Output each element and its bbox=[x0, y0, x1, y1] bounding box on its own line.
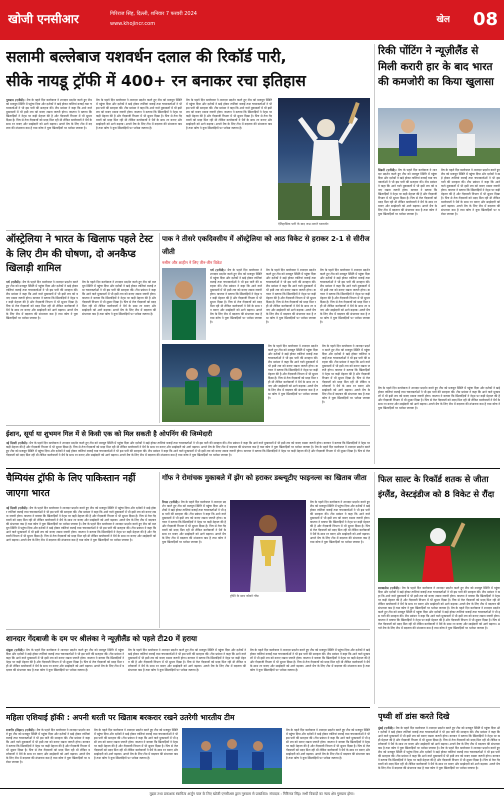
masthead-meta-1: गिरिराज सिंह, दिल्ली, शनिवार 7 फरवरी 2024 bbox=[110, 11, 197, 17]
story9-dateline: दांबुला (एजेंसी): bbox=[6, 648, 25, 652]
story4-body-col3: मैच के पहले दिन बल्लेबाज ने शानदार प्रदर्शन करते हुए टीम को मजबूत स्थिति में पहुंचा दिया और दर्शकों ने खड़े होकर तालियां बजाईं तथा चयनकर्ताओं ने भी इस पारी की सराहना की। टीम प्रबंधन ने कहा कि आने वाले मुकाबलों में भी इसी लय को बनाए रखना जरूरी होगा। कप्तान ने बताया कि खिलाड़ियों ने नेट्स पर कड़ी मेहनत की है और गेंदबाजी विभाग में भी सुधार दिखा है। पिच से तेज गेंदबाजों को मदद मिल रही थी लेकिन बल्लेबाजों ने धैर्य के साथ रन बनाए और साझेदारी को आगे बढ़ाया। अगले मैच के लिए टीम में बदलाव की संभावना कम है तथा कोच ने युवा खिलाड़ियों पर भरोसा जताया है। bbox=[320, 268, 370, 324]
divider-story6-story7 bbox=[159, 472, 160, 628]
masthead-meta-2: www.khojincr.com bbox=[110, 21, 156, 27]
story8-dateline: बारबाडोस (एजेंसी): bbox=[378, 586, 401, 590]
column-divider-right-lower bbox=[374, 472, 375, 704]
story2-photo bbox=[378, 108, 500, 164]
footer-imprint: मुद्रक तथा प्रकाशक स्वामित्व अर्जुन पाल के लिए खोजी एनसीआर द्वारा गुरुग्राम से प्रकाशित। संपादक : गिरिराज सिंह। सभी विवादों का न्याय क्षेत्र गुरुग्राम होगा। bbox=[149, 792, 355, 796]
story9-body-col1: दांबुला (एजेंसी): मैच के पहले दिन बल्लेबाज ने शानदार प्रदर्शन करते हुए टीम को मजबूत स्थिति में पहुंचा दिया और दर्शकों ने खड़े होकर तालियां बजाईं तथा चयनकर्ताओं ने भी इस पारी की सराहना की। टीम प्रबंधन ने कहा कि आने वाले मुकाबलों में भी इसी लय को बनाए रखना जरूरी होगा। कप्तान ने बताया कि खिलाड़ियों ने नेट्स पर कड़ी मेहनत की है और गेंदबाजी विभाग में भी सुधार दिखा है। पिच से तेज गेंदबाजों को मदद मिल रही थी लेकिन बल्लेबाजों ने धैर्य के साथ रन बनाए और साझेदारी को आगे बढ़ाया। अगले मैच के लिए टीम में बदलाव की संभावना कम है तथा कोच ने युवा खिलाड़ियों पर भरोसा जताया है। bbox=[6, 648, 124, 672]
story3-headline: ऑस्ट्रेलिया ने भारत के खिलाफ पहले टेस्ट के लिए टीम की घोषणा, दो अनकैप्ड खिलाड़ी शामिल bbox=[6, 234, 153, 274]
story10-body-col2: मैच के पहले दिन बल्लेबाज ने शानदार प्रदर्शन करते हुए टीम को मजबूत स्थिति में पहुंचा दिया और दर्शकों ने खड़े होकर तालियां बजाईं तथा चयनकर्ताओं ने भी इस पारी की सराहना की। टीम प्रबंधन ने कहा कि आने वाले मुकाबलों में भी इसी लय को बनाए रखना जरूरी होगा। कप्तान ने बताया कि खिलाड़ियों ने नेट्स पर कड़ी मेहनत की है और गेंदबाजी विभाग में भी सुधार दिखा है। पिच से तेज गेंदबाजों को मदद मिल रही थी लेकिन बल्लेबाजों ने धैर्य के साथ रन बनाए और साझेदारी को आगे बढ़ाया। अगले मैच के लिए टीम में बदलाव की संभावना कम है तथा कोच ने युवा खिलाड़ियों पर भरोसा जताया है। bbox=[94, 728, 178, 760]
story10-body-col1: राजगीर (बिहार) (एजेंसी): मैच के पहले दिन बल्लेबाज ने शानदार प्रदर्शन करते हुए टीम को मजबूत स्थिति में पहुंचा दिया और दर्शकों ने खड़े होकर तालियां बजाईं तथा चयनकर्ताओं ने भी इस पारी की सराहना की। टीम प्रबंधन ने कहा कि आने वाले मुकाबलों में भी इसी लय को बनाए रखना जरूरी होगा। कप्तान ने बताया कि खिलाड़ियों ने नेट्स पर कड़ी मेहनत की है और गेंदबाजी विभाग में भी सुधार दिखा है। पिच से तेज गेंदबाजों को मदद मिल रही थी लेकिन बल्लेबाजों ने धैर्य के साथ रन बनाए और साझेदारी को आगे बढ़ाया। अगले मैच के लिए टीम में बदलाव की संभावना कम है तथा कोच ने युवा खिलाड़ियों पर भरोसा जताया है। bbox=[6, 728, 90, 764]
story4-body-col2: मैच के पहले दिन बल्लेबाज ने शानदार प्रदर्शन करते हुए टीम को मजबूत स्थिति में पहुंचा दिया और दर्शकों ने खड़े होकर तालियां बजाईं तथा चयनकर्ताओं ने भी इस पारी की सराहना की। टीम प्रबंधन ने कहा कि आने वाले मुकाबलों में भी इसी लय को बनाए रखना जरूरी होगा। कप्तान ने बताया कि खिलाड़ियों ने नेट्स पर कड़ी मेहनत की है और गेंदबाजी विभाग में भी सुधार दिखा है। पिच से तेज गेंदबाजों को मदद मिल रही थी लेकिन बल्लेबाजों ने धैर्य के साथ रन बनाए और साझेदारी को आगे बढ़ाया। अगले मैच के लिए टीम में बदलाव की संभावना कम है तथा कोच ने युवा खिलाड़ियों पर भरोसा जताया है। bbox=[266, 268, 316, 324]
story11-dateline: मुंबई (एजेंसी): bbox=[378, 726, 395, 730]
story9-headline: शानदार गेंदबाजी के दम पर श्रीलंका ने न्यूज़ीलैंड को पहले टी20 में हराया bbox=[6, 634, 198, 643]
story4-body-col5: मैच के पहले दिन बल्लेबाज ने शानदार प्रदर्शन करते हुए टीम को मजबूत स्थिति में पहुंचा दिया और दर्शकों ने खड़े होकर तालियां बजाईं तथा चयनकर्ताओं ने भी इस पारी की सराहना की। टीम प्रबंधन ने कहा कि आने वाले मुकाबलों में भी इसी लय को बनाए रखना जरूरी होगा। कप्तान ने बताया कि खिलाड़ियों ने नेट्स पर कड़ी मेहनत की है और गेंदबाजी विभाग में भी सुधार दिखा है। पिच से तेज गेंदबाजों को मदद मिल रही थी लेकिन बल्लेबाजों ने धैर्य के साथ रन बनाए और साझेदारी को आगे बढ़ाया। अगले मैच के लिए टीम में बदलाव की संभावना कम है तथा कोच ने युवा खिलाड़ियों पर भरोसा जताया है। bbox=[322, 344, 370, 404]
cricketer-silhouette-icon bbox=[278, 98, 370, 220]
story11-body: मुंबई (एजेंसी): मैच के पहले दिन बल्लेबाज ने शानदार प्रदर्शन करते हुए टीम को मजबूत स्थिति में पहुंचा दिया और दर्शकों ने खड़े होकर तालियां बजाईं तथा चयनकर्ताओं ने भी इस पारी की सराहना की। टीम प्रबंधन ने कहा कि आने वाले मुकाबलों में भी इसी लय को बनाए रखना जरूरी होगा। कप्तान ने बताया कि खिलाड़ियों ने नेट्स पर कड़ी मेहनत की है और गेंदबाजी विभाग में भी सुधार दिखा है। पिच से तेज गेंदबाजों को मदद मिल रही थी लेकिन बल्लेबाजों ने धैर्य के साथ रन बनाए और साझेदारी को आगे बढ़ाया। अगले मैच के लिए टीम में बदलाव की संभावना कम है तथा कोच ने युवा खिलाड़ियों पर भरोसा जताया है। मैच के पहले दिन बल्लेबाज ने शानदार प्रदर्शन करते हुए टीम को मजबूत स्थिति में पहुंचा दिया और दर्शकों ने खड़े होकर तालियां बजाईं तथा चयनकर्ताओं ने भी इस पारी की सराहना की। टीम प्रबंधन ने कहा कि आने वाले मुकाबलों में भी इसी लय को बनाए रखना जरूरी होगा। कप्तान ने बताया कि खिलाड़ियों ने नेट्स पर कड़ी मेहनत की है और गेंदबाजी विभाग में भी सुधार दिखा है। पिच से तेज गेंदबाजों को मदद मिल रही थी लेकिन बल्लेबाजों ने धैर्य के साथ रन बनाए और साझेदारी को आगे बढ़ाया। अगले मैच के लिए टीम में बदलाव की संभावना कम है तथा कोच ने युवा खिलाड़ियों पर भरोसा जताया है। bbox=[378, 726, 500, 770]
divider-before-story5 bbox=[6, 425, 370, 426]
story1-body-col3: मैच के पहले दिन बल्लेबाज ने शानदार प्रदर्शन करते हुए टीम को मजबूत स्थिति में पहुंचा दिया और दर्शकों ने खड़े होकर तालियां बजाईं तथा चयनकर्ताओं ने भी इस पारी की सराहना की। टीम प्रबंधन ने कहा कि आने वाले मुकाबलों में भी इसी लय को बनाए रखना जरूरी होगा। कप्तान ने बताया कि खिलाड़ियों ने नेट्स पर कड़ी मेहनत की है और गेंदबाजी विभाग में भी सुधार दिखा है। पिच से तेज गेंदबाजों को मदद मिल रही थी लेकिन बल्लेबाजों ने धैर्य के साथ रन बनाए और साझेदारी को आगे बढ़ाया। अगले मैच के लिए टीम में बदलाव की संभावना कम है तथा कोच ने युवा खिलाड़ियों पर भरोसा जताया है। bbox=[186, 98, 272, 130]
story6-dateline: नई दिल्ली (एजेंसी): bbox=[6, 506, 29, 510]
story2-body-col3: मैच के पहले दिन बल्लेबाज ने शानदार प्रदर्शन करते हुए टीम को मजबूत स्थिति में पहुंचा दिया और दर्शकों ने खड़े होकर तालियां बजाईं तथा चयनकर्ताओं ने भी इस पारी की सराहना की। टीम प्रबंधन ने कहा कि आने वाले मुकाबलों में भी इसी लय को बनाए रखना जरूरी होगा। कप्तान ने बताया कि खिलाड़ियों ने नेट्स पर कड़ी मेहनत की है और गेंदबाजी विभाग में भी सुधार दिखा है। पिच से तेज गेंदबाजों को मदद मिल रही थी लेकिन बल्लेबाजों ने धैर्य के साथ रन बनाए और साझेदारी को आगे बढ़ाया। अगले मैच के लिए टीम में बदलाव की संभावना कम है तथा कोच ने युवा खिलाड़ियों पर भरोसा जताया है। bbox=[378, 386, 500, 410]
brand-logo: खोजी एनसीआर bbox=[8, 12, 79, 26]
story3-body-col1: पर्थ (एजेंसी): मैच के पहले दिन बल्लेबाज ने शानदार प्रदर्शन करते हुए टीम को मजबूत स्थिति में पहुंचा दिया और दर्शकों ने खड़े होकर तालियां बजाईं तथा चयनकर्ताओं ने भी इस पारी की सराहना की। टीम प्रबंधन ने कहा कि आने वाले मुकाबलों में भी इसी लय को बनाए रखना जरूरी होगा। कप्तान ने बताया कि खिलाड़ियों ने नेट्स पर कड़ी मेहनत की है और गेंदबाजी विभाग में भी सुधार दिखा है। पिच से तेज गेंदबाजों को मदद मिल रही थी लेकिन बल्लेबाजों ने धैर्य के साथ रन बनाए और साझेदारी को आगे बढ़ाया। अगले मैच के लिए टीम में बदलाव की संभावना कम है तथा कोच ने युवा खिलाड़ियों पर भरोसा जताया है। bbox=[6, 280, 78, 320]
story6-headline: चैम्पियंस ट्रॉफी के लिए पाकिस्तान नहीं जाएगा भारत bbox=[6, 473, 136, 499]
divider-before-story9 bbox=[6, 629, 370, 630]
story2-dateline: सिडनी (एजेंसी): bbox=[378, 168, 397, 172]
story7-photo bbox=[230, 500, 306, 592]
story9-body-col2: मैच के पहले दिन बल्लेबाज ने शानदार प्रदर्शन करते हुए टीम को मजबूत स्थिति में पहुंचा दिया और दर्शकों ने खड़े होकर तालियां बजाईं तथा चयनकर्ताओं ने भी इस पारी की सराहना की। टीम प्रबंधन ने कहा कि आने वाले मुकाबलों में भी इसी लय को बनाए रखना जरूरी होगा। कप्तान ने बताया कि खिलाड़ियों ने नेट्स पर कड़ी मेहनत की है और गेंदबाजी विभाग में भी सुधार दिखा है। पिच से तेज गेंदबाजों को मदद मिल रही थी लेकिन बल्लेबाजों ने धैर्य के साथ रन बनाए और साझेदारी को आगे बढ़ाया। अगले मैच के लिए टीम में बदलाव की संभावना कम है तथा कोच ने युवा खिलाड़ियों पर भरोसा जताया है। bbox=[128, 648, 246, 672]
section-label: खेल bbox=[436, 15, 450, 25]
story4-dateline: पर्थ (एजेंसी): bbox=[210, 268, 226, 272]
players-photo-icon bbox=[378, 108, 500, 164]
story10-body-col3: मैच के पहले दिन बल्लेबाज ने शानदार प्रदर्शन करते हुए टीम को मजबूत स्थिति में पहुंचा दिया और दर्शकों ने खड़े होकर तालियां बजाईं तथा चयनकर्ताओं ने भी इस पारी की सराहना की। टीम प्रबंधन ने कहा कि आने वाले मुकाबलों में भी इसी लय को बनाए रखना जरूरी होगा। कप्तान ने बताया कि खिलाड़ियों ने नेट्स पर कड़ी मेहनत की है और गेंदबाजी विभाग में भी सुधार दिखा है। पिच से तेज गेंदबाजों को मदद मिल रही थी लेकिन बल्लेबाजों ने धैर्य के साथ रन बनाए और साझेदारी को आगे बढ़ाया। अगले मैच के लिए टीम में बदलाव की संभावना कम है तथा कोच ने युवा खिलाड़ियों पर भरोसा जताया है। bbox=[286, 728, 370, 760]
page-number: 08 bbox=[472, 9, 498, 30]
story1-body-col2: मैच के पहले दिन बल्लेबाज ने शानदार प्रदर्शन करते हुए टीम को मजबूत स्थिति में पहुंचा दिया और दर्शकों ने खड़े होकर तालियां बजाईं तथा चयनकर्ताओं ने भी इस पारी की सराहना की। टीम प्रबंधन ने कहा कि आने वाले मुकाबलों में भी इसी लय को बनाए रखना जरूरी होगा। कप्तान ने बताया कि खिलाड़ियों ने नेट्स पर कड़ी मेहनत की है और गेंदबाजी विभाग में भी सुधार दिखा है। पिच से तेज गेंदबाजों को मदद मिल रही थी लेकिन बल्लेबाजों ने धैर्य के साथ रन बनाए और साझेदारी को आगे बढ़ाया। अगले मैच के लिए टीम में बदलाव की संभावना कम है तथा कोच ने युवा खिलाड़ियों पर भरोसा जताया है। bbox=[96, 98, 182, 130]
player-portrait-icon bbox=[162, 268, 206, 340]
story1-headline-line1: सलामी बल्लेबाज यशवर्धन दलाल की रिकॉर्ड पारी, bbox=[6, 48, 287, 66]
story8-headline: फिल साल्ट के रिकॉर्ड शतक से जीता इंग्लैंड, वेस्टइंडीज को 8 विकेट से रौंदा bbox=[378, 474, 495, 499]
story7-body-col2: मैच के पहले दिन बल्लेबाज ने शानदार प्रदर्शन करते हुए टीम को मजबूत स्थिति में पहुंचा दिया और दर्शकों ने खड़े होकर तालियां बजाईं तथा चयनकर्ताओं ने भी इस पारी की सराहना की। टीम प्रबंधन ने कहा कि आने वाले मुकाबलों में भी इसी लय को बनाए रखना जरूरी होगा। कप्तान ने बताया कि खिलाड़ियों ने नेट्स पर कड़ी मेहनत की है और गेंदबाजी विभाग में भी सुधार दिखा है। पिच से तेज गेंदबाजों को मदद मिल रही थी लेकिन बल्लेबाजों ने धैर्य के साथ रन बनाए और साझेदारी को आगे बढ़ाया। अगले मैच के लिए टीम में बदलाव की संभावना कम है तथा कोच ने युवा खिलाड़ियों पर भरोसा जताया है। bbox=[310, 500, 370, 544]
story5-headline: ईशान, सूर्या या शुभमन गिल में से किसी एक को मिल सकती है ओपनिंग की जिम्मेदारी bbox=[6, 430, 213, 438]
story10-headline: महिला एशियाई हॉकी : अपनी धरती पर खिताब बरकरार रखने उतरेगी भारतीय टीम bbox=[6, 713, 235, 722]
story5-body: नई दिल्ली (एजेंसी): मैच के पहले दिन बल्लेबाज ने शानदार प्रदर्शन करते हुए टीम को मजबूत स्थिति में पहुंचा दिया और दर्शकों ने खड़े होकर तालियां बजाईं तथा चयनकर्ताओं ने भी इस पारी की सराहना की। टीम प्रबंधन ने कहा कि आने वाले मुकाबलों में भी इसी लय को बनाए रखना जरूरी होगा। कप्तान ने बताया कि खिलाड़ियों ने नेट्स पर कड़ी मेहनत की है और गेंदबाजी विभाग में भी सुधार दिखा है। पिच से तेज गेंदबाजों को मदद मिल रही थी लेकिन बल्लेबाजों ने धैर्य के साथ रन बनाए और साझेदारी को आगे बढ़ाया। अगले मैच के लिए टीम में बदलाव की संभावना कम है तथा कोच ने युवा खिलाड़ियों पर भरोसा जताया है। मैच के पहले दिन बल्लेबाज ने शानदार प्रदर्शन करते हुए टीम को मजबूत स्थिति में पहुंचा दिया और दर्शकों ने खड़े होकर तालियां बजाईं तथा चयनकर्ताओं ने भी इस पारी की सराहना की। टीम प्रबंधन ने कहा कि आने वाले मुकाबलों में भी इसी लय को बनाए रखना जरूरी होगा। कप्तान ने बताया कि खिलाड़ियों ने नेट्स पर कड़ी मेहनत की है और गेंदबाजी विभाग में भी सुधार दिखा है। पिच से तेज गेंदबाजों को मदद मिल रही थी लेकिन बल्लेबाजों ने धैर्य के साथ रन बनाए और साझेदारी को आगे बढ़ाया। अगले मैच के लिए टीम में बदलाव की संभावना कम है तथा कोच ने युवा खिलाड़ियों पर भरोसा जताया है। bbox=[6, 441, 370, 457]
story2-body-col1: सिडनी (एजेंसी): मैच के पहले दिन बल्लेबाज ने शानदार प्रदर्शन करते हुए टीम को मजबूत स्थिति में पहुंचा दिया और दर्शकों ने खड़े होकर तालियां बजाईं तथा चयनकर्ताओं ने भी इस पारी की सराहना की। टीम प्रबंधन ने कहा कि आने वाले मुकाबलों में भी इसी लय को बनाए रखना जरूरी होगा। कप्तान ने बताया कि खिलाड़ियों ने नेट्स पर कड़ी मेहनत की है और गेंदबाजी विभाग में भी सुधार दिखा है। पिच से तेज गेंदबाजों को मदद मिल रही थी लेकिन बल्लेबाजों ने धैर्य के साथ रन बनाए और साझेदारी को आगे बढ़ाया। अगले मैच के लिए टीम में बदलाव की संभावना कम है तथा कोच ने युवा खिलाड़ियों पर भरोसा जताया है। bbox=[378, 168, 437, 216]
column-divider-right bbox=[374, 44, 375, 464]
story7-headline: गॉफ ने रोमांचक मुकाबले में झेंग को हराकर डब्ल्यूटीए फाइनल्स का खिताब जीता bbox=[162, 474, 367, 482]
story4-body-col4: मैच के पहले दिन बल्लेबाज ने शानदार प्रदर्शन करते हुए टीम को मजबूत स्थिति में पहुंचा दिया और दर्शकों ने खड़े होकर तालियां बजाईं तथा चयनकर्ताओं ने भी इस पारी की सराहना की। टीम प्रबंधन ने कहा कि आने वाले मुकाबलों में भी इसी लय को बनाए रखना जरूरी होगा। कप्तान ने बताया कि खिलाड़ियों ने नेट्स पर कड़ी मेहनत की है और गेंदबाजी विभाग में भी सुधार दिखा है। पिच से तेज गेंदबाजों को मदद मिल रही थी लेकिन बल्लेबाजों ने धैर्य के साथ रन बनाए और साझेदारी को आगे बढ़ाया। अगले मैच के लिए टीम में बदलाव की संभावना कम है तथा कोच ने युवा खिलाड़ियों पर भरोसा जताया है। bbox=[268, 344, 318, 400]
story9-body-col3: मैच के पहले दिन बल्लेबाज ने शानदार प्रदर्शन करते हुए टीम को मजबूत स्थिति में पहुंचा दिया और दर्शकों ने खड़े होकर तालियां बजाईं तथा चयनकर्ताओं ने भी इस पारी की सराहना की। टीम प्रबंधन ने कहा कि आने वाले मुकाबलों में भी इसी लय को बनाए रखना जरूरी होगा। कप्तान ने बताया कि खिलाड़ियों ने नेट्स पर कड़ी मेहनत की है और गेंदबाजी विभाग में भी सुधार दिखा है। पिच से तेज गेंदबाजों को मदद मिल रही थी लेकिन बल्लेबाजों ने धैर्य के साथ रन बनाए और साझेदारी को आगे बढ़ाया। अगले मैच के लिए टीम में बदलाव की संभावना कम है तथा कोच ने युवा खिलाड़ियों पर भरोसा जताया है। bbox=[250, 648, 370, 672]
divider-before-story10 bbox=[6, 707, 370, 708]
story6-body-col1: नई दिल्ली (एजेंसी): मैच के पहले दिन बल्लेबाज ने शानदार प्रदर्शन करते हुए टीम को मजबूत स्थिति में पहुंचा दिया और दर्शकों ने खड़े होकर तालियां बजाईं तथा चयनकर्ताओं ने भी इस पारी की सराहना की। टीम प्रबंधन ने कहा कि आने वाले मुकाबलों में भी इसी लय को बनाए रखना जरूरी होगा। कप्तान ने बताया कि खिलाड़ियों ने नेट्स पर कड़ी मेहनत की है और गेंदबाजी विभाग में भी सुधार दिखा है। पिच से तेज गेंदबाजों को मदद मिल रही थी लेकिन बल्लेबाजों ने धैर्य के साथ रन बनाए और साझेदारी को आगे बढ़ाया। अगले मैच के लिए टीम में बदलाव की संभावना कम है तथा कोच ने युवा खिलाड़ियों पर भरोसा जताया है। मैच के पहले दिन बल्लेबाज ने शानदार प्रदर्शन करते हुए टीम को मजबूत स्थिति में पहुंचा दिया और दर्शकों ने खड़े होकर तालियां बजाईं तथा चयनकर्ताओं ने भी इस पारी की सराहना की। टीम प्रबंधन ने कहा कि आने वाले मुकाबलों में भी इसी लय को बनाए रखना जरूरी होगा। कप्तान ने बताया कि खिलाड़ियों ने नेट्स पर कड़ी मेहनत की है और गेंदबाजी विभाग में भी सुधार दिखा है। पिच से तेज गेंदबाजों को मदद मिल रही थी लेकिन बल्लेबाजों ने धैर्य के साथ रन बनाए और साझेदारी को आगे बढ़ाया। अगले मैच के लिए टीम में बदलाव की संभावना कम है तथा कोच ने युवा खिलाड़ियों पर भरोसा जताया है। bbox=[6, 506, 156, 542]
team-celebration-icon bbox=[162, 344, 264, 422]
story2-body-col2: मैच के पहले दिन बल्लेबाज ने शानदार प्रदर्शन करते हुए टीम को मजबूत स्थिति में पहुंचा दिया और दर्शकों ने खड़े होकर तालियां बजाईं तथा चयनकर्ताओं ने भी इस पारी की सराहना की। टीम प्रबंधन ने कहा कि आने वाले मुकाबलों में भी इसी लय को बनाए रखना जरूरी होगा। कप्तान ने बताया कि खिलाड़ियों ने नेट्स पर कड़ी मेहनत की है और गेंदबाजी विभाग में भी सुधार दिखा है। पिच से तेज गेंदबाजों को मदद मिल रही थी लेकिन बल्लेबाजों ने धैर्य के साथ रन बनाए और साझेदारी को आगे बढ़ाया। अगले मैच के लिए टीम में बदलाव की संभावना कम है तथा कोच ने युवा खिलाड़ियों पर भरोसा जताया है। bbox=[441, 168, 500, 216]
story5-dateline: नई दिल्ली (एजेंसी): bbox=[6, 441, 29, 445]
story4-photo-large bbox=[162, 344, 264, 422]
story1-headline-line2: सीके नायडू ट्रॉफी में 400+ रन बनाकर रचा इतिहास bbox=[6, 72, 306, 90]
story4-subhead: नसीम और शाहीन ने लिए तीन-तीन विकेट bbox=[162, 260, 222, 265]
divider-before-story6 bbox=[6, 468, 500, 469]
story3-dateline: पर्थ (एजेंसी): bbox=[6, 280, 22, 284]
story11-headline: पृथ्वी शॉ डांस करते दिखे bbox=[378, 712, 450, 721]
divider-before-story11 bbox=[378, 707, 500, 708]
story10-dateline: राजगीर (बिहार) (एजेंसी): bbox=[6, 728, 36, 732]
story1-body-col1: गुरुग्राम (एजेंसी): मैच के पहले दिन बल्लेबाज ने शानदार प्रदर्शन करते हुए टीम को मजबूत स्थिति में पहुंचा दिया और दर्शकों ने खड़े होकर तालियां बजाईं तथा चयनकर्ताओं ने भी इस पारी की सराहना की। टीम प्रबंधन ने कहा कि आने वाले मुकाबलों में भी इसी लय को बनाए रखना जरूरी होगा। कप्तान ने बताया कि खिलाड़ियों ने नेट्स पर कड़ी मेहनत की है और गेंदबाजी विभाग में भी सुधार दिखा है। पिच से तेज गेंदबाजों को मदद मिल रही थी लेकिन बल्लेबाजों ने धैर्य के साथ रन बनाए और साझेदारी को आगे बढ़ाया। अगले मैच के लिए टीम में बदलाव की संभावना कम है तथा कोच ने युवा खिलाड़ियों पर भरोसा जताया है। bbox=[6, 98, 92, 130]
batsman-celebration-icon bbox=[378, 518, 500, 582]
story1-photo bbox=[278, 98, 370, 220]
divider-story3-story4 bbox=[159, 233, 160, 423]
story7-body-col1: रियाद (एजेंसी): मैच के पहले दिन बल्लेबाज ने शानदार प्रदर्शन करते हुए टीम को मजबूत स्थिति में पहुंचा दिया और दर्शकों ने खड़े होकर तालियां बजाईं तथा चयनकर्ताओं ने भी इस पारी की सराहना की। टीम प्रबंधन ने कहा कि आने वाले मुकाबलों में भी इसी लय को बनाए रखना जरूरी होगा। कप्तान ने बताया कि खिलाड़ियों ने नेट्स पर कड़ी मेहनत की है और गेंदबाजी विभाग में भी सुधार दिखा है। पिच से तेज गेंदबाजों को मदद मिल रही थी लेकिन बल्लेबाजों ने धैर्य के साथ रन बनाए और साझेदारी को आगे बढ़ाया। अगले मैच के लिए टीम में बदलाव की संभावना कम है तथा कोच ने युवा खिलाड़ियों पर भरोसा जताया है। bbox=[162, 500, 226, 544]
story8-photo bbox=[378, 518, 500, 582]
story7-photo-caption: ट्रॉफी के साथ कोको गॉफ bbox=[230, 594, 259, 598]
story4-photo bbox=[162, 268, 206, 340]
footer-rule bbox=[0, 788, 504, 789]
story4-headline: पाक ने तीसरे एकदिवसीय में ऑस्ट्रेलिया को आठ विकेट से हराकर 2-1 से सीरीज जीती bbox=[162, 235, 370, 256]
story1-dateline: गुरुग्राम (एजेंसी): bbox=[6, 98, 26, 102]
hockey-team-icon bbox=[182, 728, 282, 784]
story2-headline: रिकी पोंटिंग ने न्यूज़ीलैंड से मिली करारी हार के बाद भारत की कमजोरी का किया खुलासा bbox=[378, 45, 494, 88]
story4-body-col1: पर्थ (एजेंसी): मैच के पहले दिन बल्लेबाज ने शानदार प्रदर्शन करते हुए टीम को मजबूत स्थिति में पहुंचा दिया और दर्शकों ने खड़े होकर तालियां बजाईं तथा चयनकर्ताओं ने भी इस पारी की सराहना की। टीम प्रबंधन ने कहा कि आने वाले मुकाबलों में भी इसी लय को बनाए रखना जरूरी होगा। कप्तान ने बताया कि खिलाड़ियों ने नेट्स पर कड़ी मेहनत की है और गेंदबाजी विभाग में भी सुधार दिखा है। पिच से तेज गेंदबाजों को मदद मिल रही थी लेकिन बल्लेबाजों ने धैर्य के साथ रन बनाए और साझेदारी को आगे बढ़ाया। अगले मैच के लिए टीम में बदलाव की संभावना कम है तथा कोच ने युवा खिलाड़ियों पर भरोसा जताया है। bbox=[210, 268, 262, 324]
tennis-trophy-icon bbox=[230, 500, 306, 592]
story3-body-col2: मैच के पहले दिन बल्लेबाज ने शानदार प्रदर्शन करते हुए टीम को मजबूत स्थिति में पहुंचा दिया और दर्शकों ने खड़े होकर तालियां बजाईं तथा चयनकर्ताओं ने भी इस पारी की सराहना की। टीम प्रबंधन ने कहा कि आने वाले मुकाबलों में भी इसी लय को बनाए रखना जरूरी होगा। कप्तान ने बताया कि खिलाड़ियों ने नेट्स पर कड़ी मेहनत की है और गेंदबाजी विभाग में भी सुधार दिखा है। पिच से तेज गेंदबाजों को मदद मिल रही थी लेकिन बल्लेबाजों ने धैर्य के साथ रन बनाए और साझेदारी को आगे बढ़ाया। अगले मैच के लिए टीम में बदलाव की संभावना कम है तथा कोच ने युवा खिलाड़ियों पर भरोसा जताया है। bbox=[82, 280, 156, 316]
story7-dateline: रियाद (एजेंसी): bbox=[162, 500, 180, 504]
story1-photo-caption: ऐतिहासिक पारी के बाद जश्न मनाते यशवर्धन bbox=[278, 222, 329, 226]
story8-body: बारबाडोस (एजेंसी): मैच के पहले दिन बल्लेबाज ने शानदार प्रदर्शन करते हुए टीम को मजबूत स्थिति में पहुंचा दिया और दर्शकों ने खड़े होकर तालियां बजाईं तथा चयनकर्ताओं ने भी इस पारी की सराहना की। टीम प्रबंधन ने कहा कि आने वाले मुकाबलों में भी इसी लय को बनाए रखना जरूरी होगा। कप्तान ने बताया कि खिलाड़ियों ने नेट्स पर कड़ी मेहनत की है और गेंदबाजी विभाग में भी सुधार दिखा है। पिच से तेज गेंदबाजों को मदद मिल रही थी लेकिन बल्लेबाजों ने धैर्य के साथ रन बनाए और साझेदारी को आगे बढ़ाया। अगले मैच के लिए टीम में बदलाव की संभावना कम है तथा कोच ने युवा खिलाड़ियों पर भरोसा जताया है। मैच के पहले दिन बल्लेबाज ने शानदार प्रदर्शन करते हुए टीम को मजबूत स्थिति में पहुंचा दिया और दर्शकों ने खड़े होकर तालियां बजाईं तथा चयनकर्ताओं ने भी इस पारी की सराहना की। टीम प्रबंधन ने कहा कि आने वाले मुकाबलों में भी इसी लय को बनाए रखना जरूरी होगा। कप्तान ने बताया कि खिलाड़ियों ने नेट्स पर कड़ी मेहनत की है और गेंदबाजी विभाग में भी सुधार दिखा है। पिच से तेज गेंदबाजों को मदद मिल रही थी लेकिन बल्लेबाजों ने धैर्य के साथ रन बनाए और साझेदारी को आगे बढ़ाया। अगले मैच के लिए टीम में बदलाव की संभावना कम है तथा कोच ने युवा खिलाड़ियों पर भरोसा जताया है। bbox=[378, 586, 500, 630]
story10-photo bbox=[182, 728, 282, 784]
divider-after-story1 bbox=[6, 230, 370, 231]
